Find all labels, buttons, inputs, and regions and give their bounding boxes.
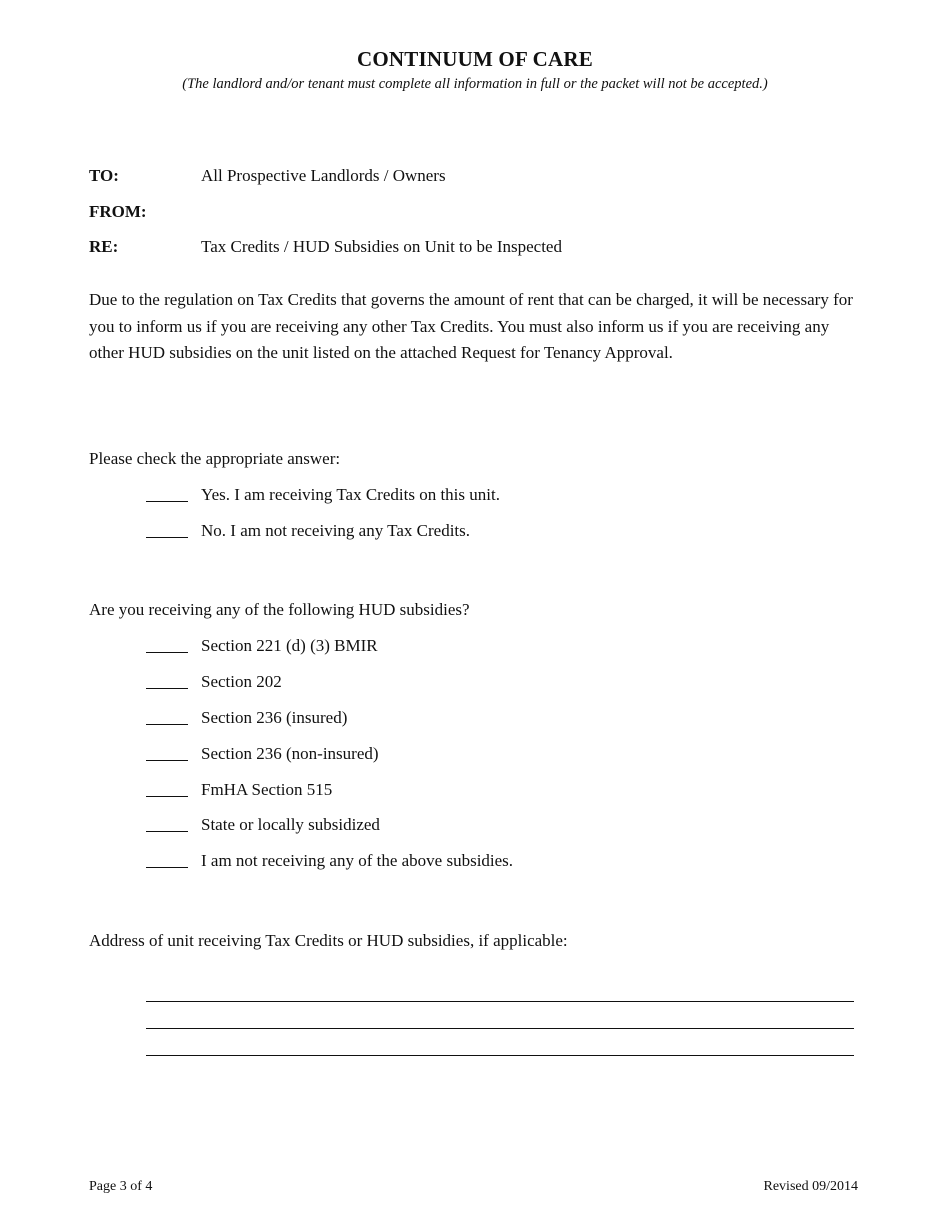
footer-page-number: Page 3 of 4 [89,1179,153,1194]
checkbox-blank[interactable] [146,867,188,868]
option-label: Section 236 (non-insured) [201,744,379,763]
address-line[interactable] [146,1001,854,1002]
option-label: Section 221 (d) (3) BMIR [201,636,378,655]
option-label: No. I am not receiving any Tax Credits. [201,521,471,540]
option-label: Section 236 (insured) [201,708,348,727]
address-line[interactable] [146,1028,854,1029]
page-title: CONTINUUM OF CARE [357,47,593,71]
hud-subsidies-prompt: Are you receiving any of the following HUD subsidies? [89,600,470,619]
memo-to-label: TO: [89,166,119,185]
checkbox-blank[interactable] [146,760,188,761]
option-label: Section 202 [201,672,282,691]
checkbox-blank[interactable] [146,831,188,832]
option-label: I am not receiving any of the above subsidies. [201,851,514,870]
checkbox-blank[interactable] [146,652,188,653]
option-label: Yes. I am receiving Tax Credits on this unit. [201,485,500,504]
option-label: FmHA Section 515 [201,780,333,799]
footer-revision: Revised 09/2014 [763,1179,858,1194]
body-paragraph: Due to the regulation on Tax Credits that governs the amount of rent that can be charged, it will be necessary for you to inform us if you are receiving any other Tax Credits. You must also inform us if you are receiving any other HUD subsidies on the unit listed on the attached Request for Tenancy Approval. [89,290,853,362]
page-subtitle: (The landlord and/or tenant must complete all information in full or the packet will not be accepted.) [182,76,768,92]
checkbox-blank[interactable] [146,796,188,797]
memo-to-value: All Prospective Landlords / Owners [201,166,446,185]
memo-re-value: Tax Credits / HUD Subsidies on Unit to be Inspected [201,237,562,256]
option-label: State or locally subsidized [201,815,380,834]
address-line[interactable] [146,1055,854,1056]
memo-re-label: RE: [89,237,119,256]
address-prompt: Address of unit receiving Tax Credits or HUD subsidies, if applicable: [89,931,568,950]
checkbox-blank[interactable] [146,688,188,689]
checkbox-blank[interactable] [146,537,188,538]
checkbox-blank[interactable] [146,501,188,502]
tax-credits-prompt: Please check the appropriate answer: [89,449,341,468]
checkbox-blank[interactable] [146,724,188,725]
memo-from-label: FROM: [89,202,147,221]
